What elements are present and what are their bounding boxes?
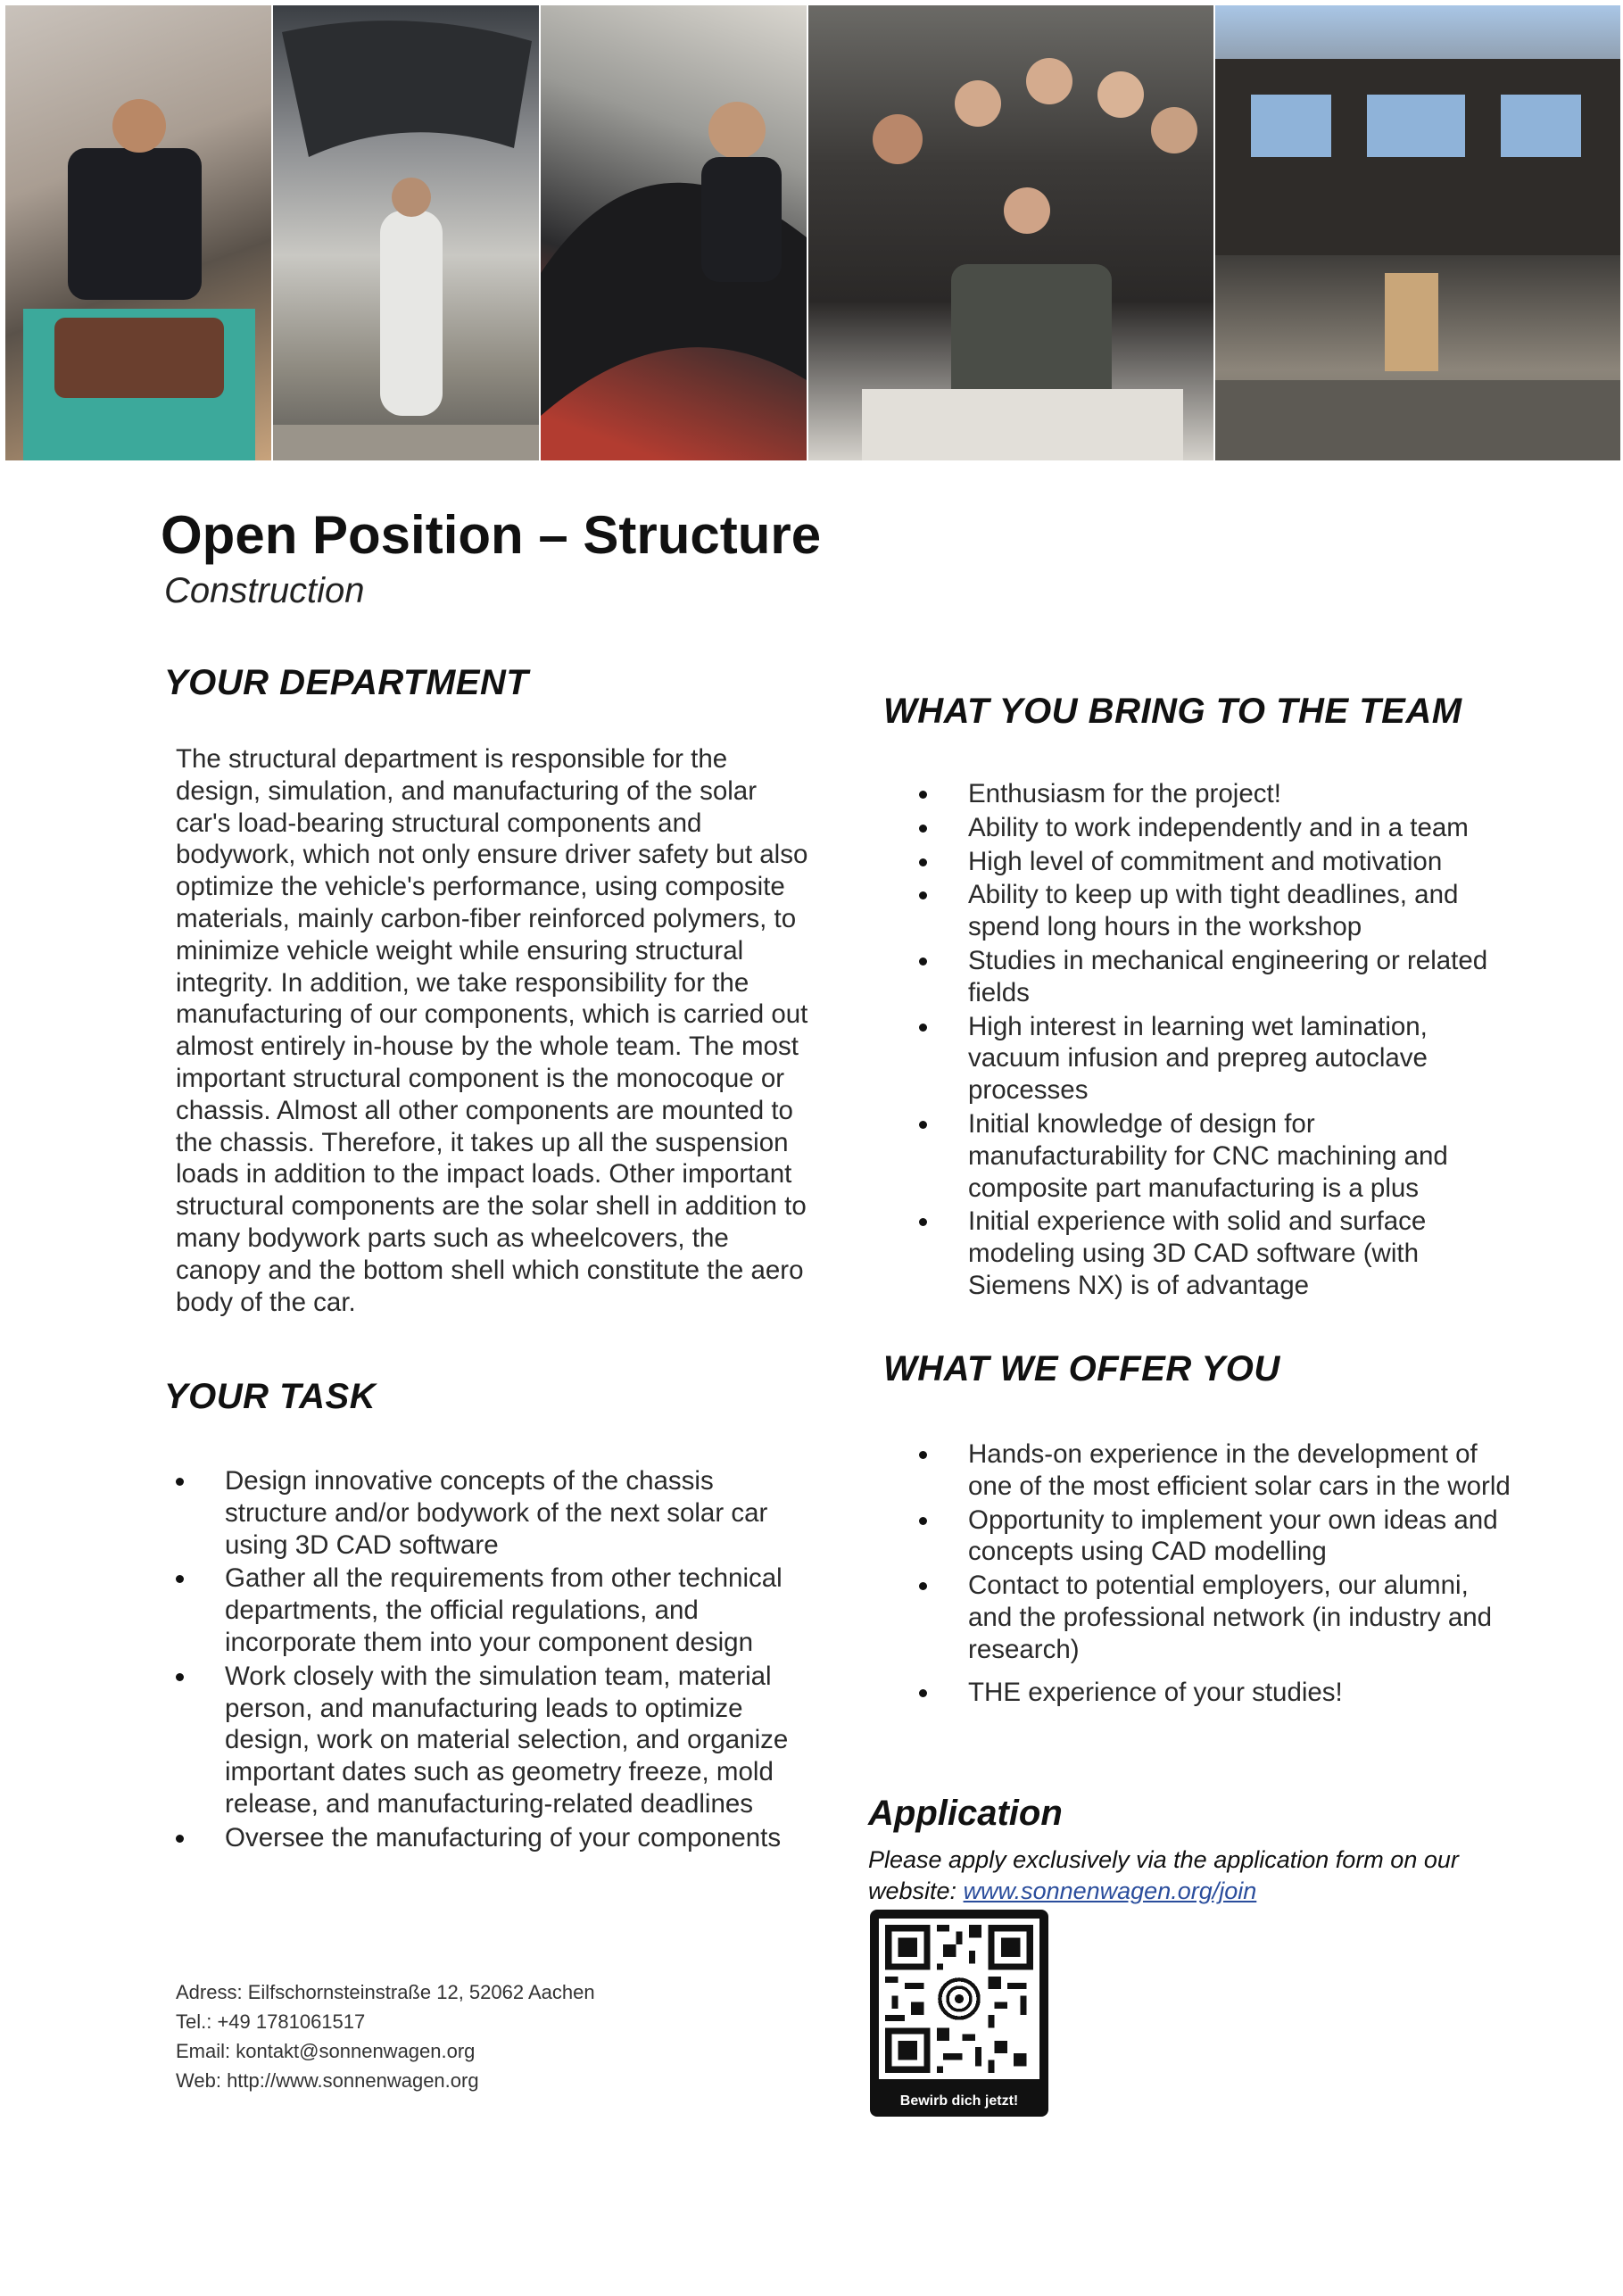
list-item: Enthusiasm for the project! (919, 778, 1517, 810)
list-item: Opportunity to implement your own ideas and concepts using CAD modelling (919, 1504, 1517, 1569)
list-item: Oversee the manufacturing of your components (176, 1822, 809, 1854)
list-item: Work closely with the simulation team, material person, and manufacturing leads to optimize design, work on material selection, and organize important dates such as geometry freeze, mold release, and manufacturing-related deadlines (176, 1661, 809, 1820)
page-subtitle: Construction (164, 571, 365, 610)
worker-carbon-panel-photo (541, 5, 807, 460)
list-item: Gather all the requirements from other technical departments, the official regulations, and incorporate them into your component design (176, 1562, 809, 1658)
chassis-frame-photo (1215, 5, 1620, 460)
page-title: Open Position – Structure (161, 505, 822, 565)
bullet-icon (176, 1575, 184, 1583)
qr-caption: Bewirb dich jetzt! (899, 2093, 1019, 2109)
bullet-icon (919, 1024, 927, 1032)
list-item: Design innovative concepts of the chassis structure and/or bodywork of the next solar car using 3D CAD software (176, 1465, 809, 1561)
application-heading: Application (868, 1794, 1063, 1833)
contact-block (176, 1977, 595, 2095)
list-item: Studies in mechanical engineering or related fields (919, 945, 1517, 1009)
list-item: Hands-on experience in the development of one of the most efficient solar cars in the world (919, 1438, 1517, 1503)
bring-list (919, 778, 1517, 1304)
bullet-icon (919, 825, 927, 833)
bullet-icon (919, 1218, 927, 1226)
application-link[interactable]: www.sonnenwagen.org/join (963, 1877, 1257, 1904)
department-text: The structural department is responsible for the design, simulation, and manufacturing of the solar car's load-bearing structural components and bodywork, which not only ensure driver safety but also optimize the vehicle's performance, using composite materials, mainly carbon-fiber reinforced polymers, to minimize vehicle weight while ensuring structural integrity. In addition, we take responsibility for the manufacturing of our components, which is carried out almost entirely in-house by the whole team. The most important structural component is the monocoque or chassis. Almost all other components are mounted to the chassis. Therefore, it takes up all the suspension loads in addition to the impact loads. Other important structural components are the solar shell in addition to many bodywork parts such as wheelcovers, the canopy and the bottom shell which constitute the aero body of the car. (176, 744, 808, 1317)
list-item: Ability to keep up with tight deadlines, and spend long hours in the workshop (919, 879, 1517, 943)
bullet-icon (919, 1451, 927, 1459)
bullet-icon (919, 957, 927, 966)
qr-code-icon[interactable] (879, 1919, 1039, 2079)
bring-heading: WHAT YOU BRING TO THE TEAM (883, 692, 1462, 731)
contact-email: Email: kontakt@sonnenwagen.org (176, 2040, 476, 2062)
worker-carbon-part-photo (273, 5, 539, 460)
list-item: Initial knowledge of design for manufacturability for CNC machining and composite part manufacturing is a plus (919, 1108, 1517, 1204)
list-item: Initial experience with solid and surface modeling using 3D CAD software (with Siemens NX) is of advantage (919, 1206, 1517, 1301)
qr-code-card[interactable] (870, 1910, 1048, 2117)
bullet-icon (919, 1517, 927, 1525)
contact-phone: Tel.: +49 1781061517 (176, 2010, 366, 2033)
contact-web: Web: http://www.sonnenwagen.org (176, 2069, 479, 2092)
bullet-icon (919, 1582, 927, 1590)
bullet-icon (176, 1835, 184, 1843)
offer-heading: WHAT WE OFFER YOU (883, 1349, 1280, 1388)
bullet-icon (919, 1121, 927, 1129)
department-heading: YOUR DEPARTMENT (164, 663, 529, 702)
worker-composite-mold-photo (5, 5, 271, 460)
bullet-icon (919, 858, 927, 866)
contact-address: Adress: Eilfschornsteinstraße 12, 52062 Aachen (176, 1981, 595, 2003)
bullet-icon (919, 1689, 927, 1697)
bullet-icon (176, 1673, 184, 1681)
application-text: Please apply exclusively via the application form on our website: www.sonnenwagen.org/join (868, 1846, 1459, 1904)
list-item: High interest in learning wet lamination, vacuum infusion and prepreg autoclave processes (919, 1011, 1517, 1107)
list-item: Contact to potential employers, our alumni, and the professional network (in industry and research) (919, 1570, 1517, 1665)
list-item: Ability to work independently and in a team (919, 812, 1517, 844)
bullet-icon (919, 891, 927, 899)
offer-list (919, 1438, 1517, 1710)
bullet-icon (176, 1478, 184, 1486)
list-item: High level of commitment and motivation (919, 846, 1517, 878)
task-list (176, 1465, 809, 1856)
bullet-icon (919, 791, 927, 799)
list-item: THE experience of your studies! (919, 1677, 1517, 1709)
header-photo-strip (5, 5, 1620, 460)
team-group-photo (808, 5, 1213, 460)
task-heading: YOUR TASK (164, 1377, 377, 1416)
